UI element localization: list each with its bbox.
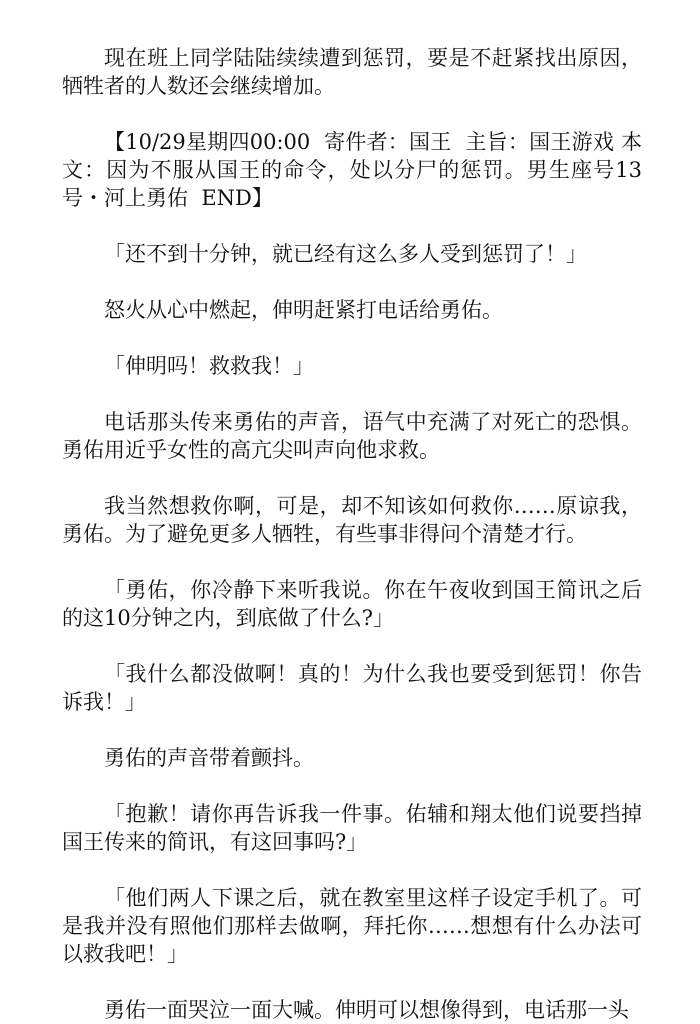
paragraph-8: 「勇佑，你冷静下来听我说。你在午夜收到国王简讯之后的这10分钟之内，到底做了什么?」 [62,578,642,630]
document-page [62,44,642,1024]
paragraph-13: 勇佑一面哭泣一面大喊。伸明可以想像得到，电话那一头 [104,998,629,1022]
paragraph-3: 「还不到十分钟，就已经有这么多人受到惩罚了！」 [104,242,587,266]
paragraph-4: 怒火从心中燃起，伸明赶紧打电话给勇佑。 [104,298,503,322]
paragraph-2: 【10/29星期四00:00 寄件者：国王 主旨：国王游戏 本文：因为不服从国王的命令，处以分尸的惩罚。男生座号13号・河上勇佑 END】 [62,130,642,210]
paragraph-7: 我当然想救你啊，可是，却不知该如何救你……原谅我，勇佑。为了避免更多人牺牲，有些事非得问个清楚才行。 [62,494,642,546]
paragraph-5: 「伸明吗！救救我！」 [104,354,314,378]
paragraph-6: 电话那头传来勇佑的声音，语气中充满了对死亡的恐惧。勇佑用近乎女性的高亢尖叫声向他求救。 [62,410,642,462]
paragraph-1: 现在班上同学陆陆续续遭到惩罚，要是不赶紧找出原因，牺牲者的人数还会继续增加。 [62,46,642,98]
paragraph-9: 「我什么都没做啊！真的！为什么我也要受到惩罚！你告诉我！」 [62,662,642,714]
paragraph-10: 勇佑的声音带着颤抖。 [104,746,314,770]
paragraph-11: 「抱歉！请你再告诉我一件事。佑辅和翔太他们说要挡掉国王传来的简讯，有这回事吗?」 [62,802,642,854]
paragraph-12: 「他们两人下课之后，就在教室里这样子设定手机了。可是我并没有照他们那样去做啊，拜托你……想想有什么办法可以救我吧！」 [62,886,642,966]
